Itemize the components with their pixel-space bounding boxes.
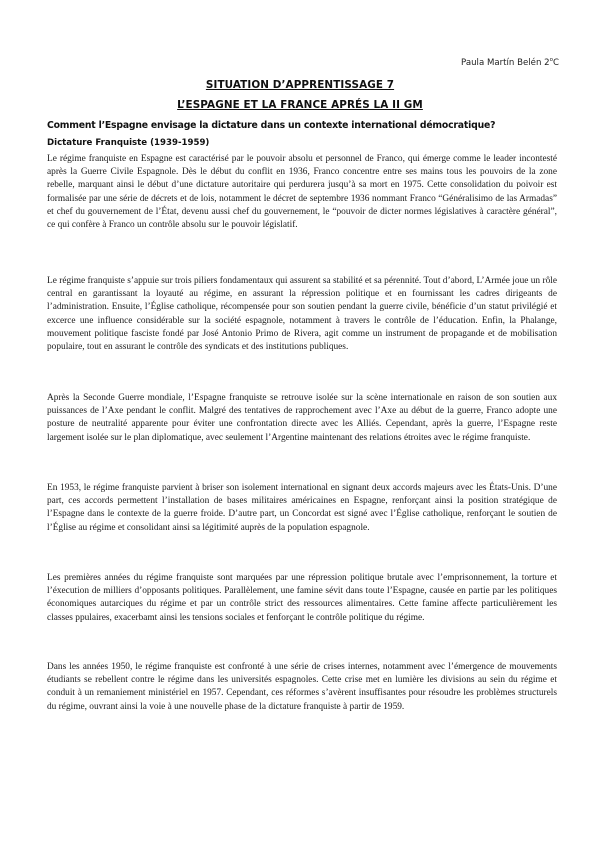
guiding-question: Comment l’Espagne envisage la dictature dans un contexte international démocratique? xyxy=(47,120,496,131)
author-name: Paula Martín Belén 2 xyxy=(461,57,550,68)
section-title: Dictature Franquiste (1939-1959) xyxy=(47,138,210,148)
author-class-superscript: o xyxy=(549,57,553,63)
paragraph: Les premières années du régime franquiste sont marquées par une répression politique brutale avec l’emprisonnement, la torture et l’éxecution de milliers d’opposants politiques. Parallèlement, une famine sévit dans toute l’Espagne, causée en partie par les politiques économiques autarciques du régime et par un contrôle strict des ressources alimentaires. Cette famine affecte particulièrement les classes ppulaires, exacerbamt ainsi les tensions sociales et fenforçant le contrôle politique du régime. xyxy=(47,573,557,623)
document-subtitle: L’ESPAGNE ET LA FRANCE APRÉS LA II GM xyxy=(177,99,423,111)
paragraph: Après la Seconde Guerre mondiale, l’Espagne franquiste se retrouve isolée sur la scène internationale en raison de son soutien aux puissances de l’Axe pendant le conflit. Malgré des tentatives de rapprochement avec l’Axe au début de la guerre, Franco adopte une posture de neutralité apparente pour éviter une confrontation directe avec les Alliés. Cependant, après la guerre, l’Espagne reste largement isolée sur le plan diplomatique, avec seulement l’Argentine maintenant des relations étroites avec le régime franquiste. xyxy=(47,393,557,443)
paragraph: Le régime franquiste s’appuie sur trois piliers fondamentaux qui assurent sa stabilité et sa pérennité. Tout d’abord, L’Armée joue un rôle central en garantissant la loyauté au régime, en assurant la répression politique et en fournissant les cadres dirigeants de l’administration. Ensuite, l’Église catholique, récompensée pour son soutien pendant la guerre civile, bénéficie d’un statut privilégié et excerce une influence considérable sur la société espagnole, notamment à travers le contrôle de l’éducation. Enfin, la Phalange, mouvement politique fasciste fondé par José Antonio Primo de Rivera, agit comme un instrument de propagande et de mobilisation populaire, tout en assurant le contrôle des syndicats et des institutions publiques. xyxy=(47,276,557,353)
author-class: C xyxy=(552,57,559,68)
paragraph: En 1953, le régime franquiste parvient à briser son isolement international en signant deux accords majeurs avec les États-Unis. D’une part, ces accords permettent l’installation de bases militaires américaines en Espagne, renforçant ainsi la position stratégique de l’Espagne dans le contexte de la guerre froide. D’autre part, un Concordat est signé avec l’Église catholique, renforçant le soutien de l’Église au régime et consolidant ainsi sa légitimité auprès de la population espagnole. xyxy=(47,483,557,533)
author-line xyxy=(461,57,559,68)
document-title: SITUATION D’APPRENTISSAGE 7 xyxy=(205,79,395,91)
paragraph: Dans les années 1950, le régime franquiste est confronté à une série de crises internes, notamment avec l’émergence de mouvements étudiants se rebellent contre le régime dans les universités espagnoles. Cette crise met en lumière les divisions au sein du régime et conduit à un remaniement ministériel en 1957. Cependant, ces réformes s’avèrent insuffisantes pour résoudre les problèmes structurels du régime, ouvrant ainsi la voie à une nouvelle phase de la dictature franquiste à partir de 1959. xyxy=(47,662,557,712)
paragraph: Le régime franquiste en Espagne est caractérisé par le pouvoir absolu et personnel de Franco, qui émerge comme le leader incontesté après la Guerre Civile Espagnole. Dès le début du conflit en 1936, Franco concentre entre ses mains tous les pouvoirs de la zone rebelle, marquant ainsi le début d’une dictature autoritaire qui perdurera jusqu’à sa mort en 1975. Cette consolidation du poivoir est formalisée par une série de décrets et de lois, notamment le décret de septembre 1936 nommant Franco “Généralisimo de las Armadas” et chef du gouvernement de l’État, devenu aussi chef du gouvernement, le “pouvoir de dicter normes législatives à caractère général”, ce qui confère à Franco un contrôle absolu sur le pouvoir législatif. xyxy=(47,154,557,231)
